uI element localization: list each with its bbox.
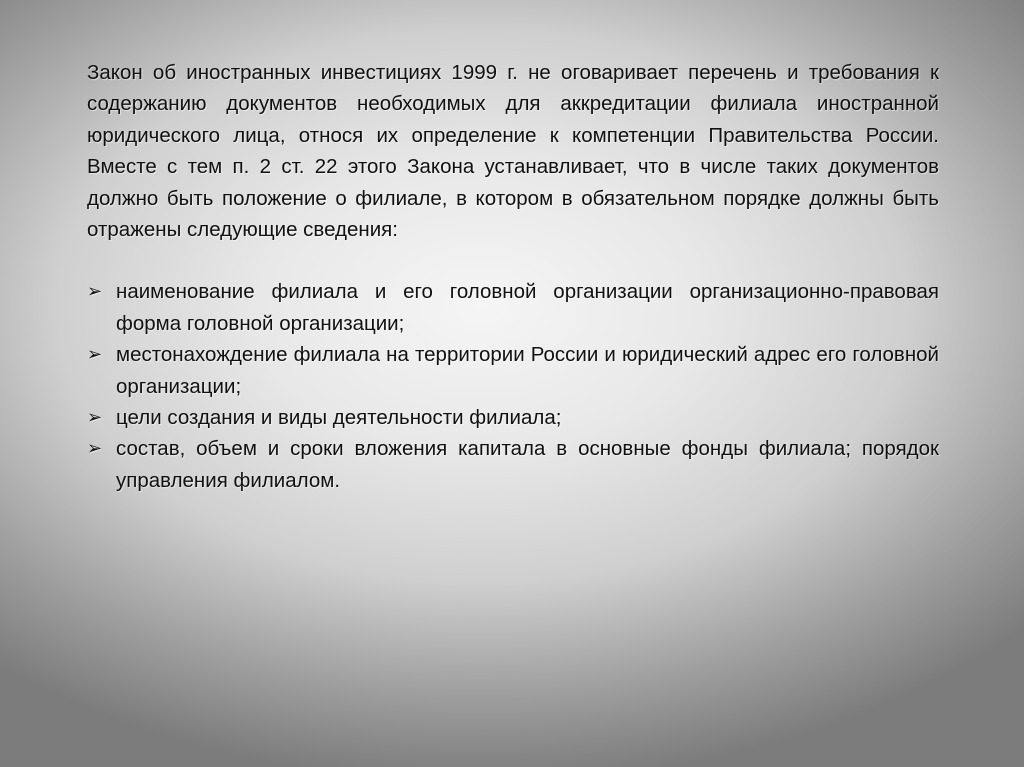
list-item: [87, 276, 939, 339]
arrowhead-bullet-icon: ➢: [87, 407, 103, 428]
list-item-text: местонахождение филиала на территории России и юридический адрес его головной организации;: [116, 343, 939, 398]
list-item-text: наименование филиала и его головной организации организационно-правовая форма головной организации;: [116, 280, 939, 335]
arrowhead-bullet-icon: ➢: [87, 281, 103, 302]
list-item-text: состав, объем и сроки вложения капитала в основные фонды филиала; порядок управления филиалом.: [116, 437, 939, 492]
slide-content: [87, 57, 939, 496]
requirements-list: [87, 276, 939, 496]
arrowhead-bullet-icon: ➢: [87, 438, 103, 459]
arrowhead-bullet-icon: ➢: [87, 344, 103, 365]
list-item-text: цели создания и виды деятельности филиала;: [116, 406, 562, 430]
intro-paragraph: Закон об иностранных инвестициях 1999 г. не оговаривает перечень и требования к содержанию документов необходимых для аккредитации филиала иностранной юридического лица, относя их определение к компетенции Правительства России. Вместе с тем п. 2 ст. 22 этого Закона устанавливает, что в числе таких документов должно быть положение о филиале, в котором в обязательном порядке должны быть отражены следующие сведения:: [87, 61, 939, 242]
list-item: [87, 402, 939, 433]
list-item: [87, 339, 939, 402]
list-item: [87, 433, 939, 496]
